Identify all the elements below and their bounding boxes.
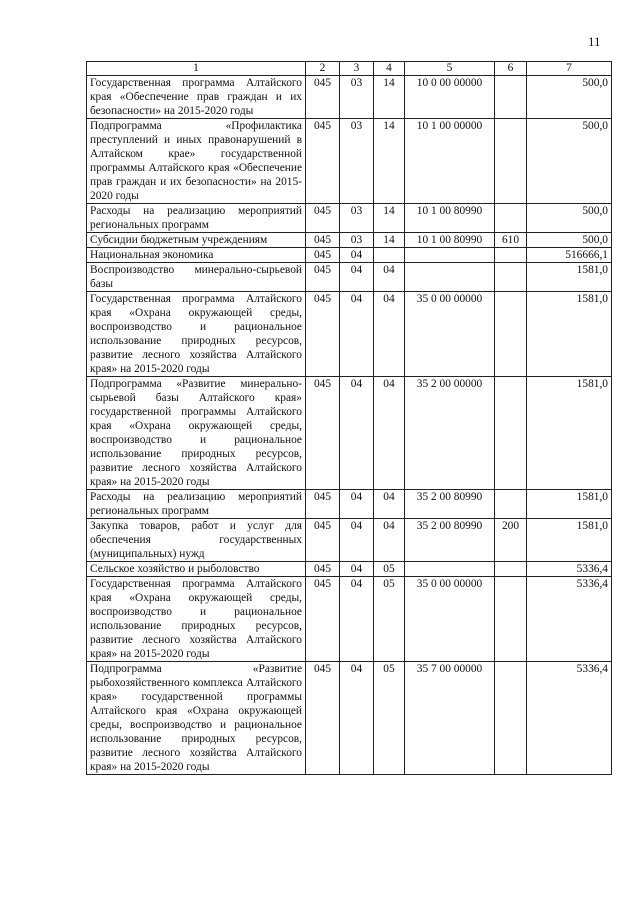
section-code: 04 [340, 490, 374, 519]
row-name: Расходы на реализацию мероприятий региональных программ [87, 490, 306, 519]
amount: 5336,4 [527, 662, 612, 775]
column-header: 6 [495, 62, 527, 76]
table-row [87, 519, 612, 562]
row-name: Подпрограмма «Профилактика преступлений и иных правонарушений в Алтайском крае» государственной программы Алтайского края «Обеспечение прав граждан и их безопасности» на 2015-2020 годы [87, 119, 306, 204]
subsection-code: 05 [374, 577, 405, 662]
amount: 516666,1 [527, 248, 612, 263]
subsection-code: 05 [374, 562, 405, 577]
column-header: 7 [527, 62, 612, 76]
column-header: 1 [87, 62, 306, 76]
table-row [87, 119, 612, 204]
ministry-code: 045 [306, 263, 340, 292]
ministry-code: 045 [306, 76, 340, 119]
expense-type-code [495, 377, 527, 490]
subsection-code [374, 248, 405, 263]
ministry-code: 045 [306, 662, 340, 775]
table-row [87, 577, 612, 662]
section-code: 04 [340, 248, 374, 263]
section-code: 04 [340, 377, 374, 490]
section-code: 03 [340, 233, 374, 248]
row-name: Государственная программа Алтайского края «Обеспечение прав граждан и их безопасности» на 2015-2020 годы [87, 76, 306, 119]
row-name: Государственная программа Алтайского края «Охрана окружающей среды, воспроизводство и рациональное использование природных ресурсов, развитие лесного хозяйства Алтайского края» на 2015-2020 годы [87, 577, 306, 662]
expense-type-code [495, 292, 527, 377]
ministry-code: 045 [306, 490, 340, 519]
target-article-code: 10 1 00 00000 [405, 119, 495, 204]
section-code: 03 [340, 119, 374, 204]
row-name: Государственная программа Алтайского края «Охрана окружающей среды, воспроизводство и рациональное использование природных ресурсов, развитие лесного хозяйства Алтайского края» на 2015-2020 годы [87, 292, 306, 377]
amount: 1581,0 [527, 377, 612, 490]
expense-type-code [495, 263, 527, 292]
amount: 5336,4 [527, 577, 612, 662]
table-row [87, 377, 612, 490]
expense-type-code [495, 577, 527, 662]
row-name: Сельское хозяйство и рыболовство [87, 562, 306, 577]
subsection-code: 05 [374, 662, 405, 775]
target-article-code: 35 7 00 00000 [405, 662, 495, 775]
column-header: 3 [340, 62, 374, 76]
amount: 1581,0 [527, 490, 612, 519]
target-article-code: 35 2 00 00000 [405, 377, 495, 490]
subsection-code: 04 [374, 490, 405, 519]
expense-type-code [495, 204, 527, 233]
section-code: 03 [340, 76, 374, 119]
target-article-code [405, 263, 495, 292]
subsection-code: 04 [374, 292, 405, 377]
amount: 5336,4 [527, 562, 612, 577]
section-code: 04 [340, 662, 374, 775]
expense-type-code: 200 [495, 519, 527, 562]
column-header: 4 [374, 62, 405, 76]
target-article-code: 10 0 00 00000 [405, 76, 495, 119]
row-name: Расходы на реализацию мероприятий региональных программ [87, 204, 306, 233]
row-name: Подпрограмма «Развитие минерально-сырьевой базы Алтайского края» государственной программы Алтайского края «Охрана окружающей среды, воспроизводство и рациональное использование природных ресурсов, развитие лесного хозяйства Алтайского края» на 2015-2020 годы [87, 377, 306, 490]
target-article-code: 35 0 00 00000 [405, 577, 495, 662]
amount: 500,0 [527, 204, 612, 233]
subsection-code: 04 [374, 263, 405, 292]
page-number: 11 [588, 34, 601, 49]
expense-type-code: 610 [495, 233, 527, 248]
section-code: 04 [340, 263, 374, 292]
table-row [87, 490, 612, 519]
amount: 500,0 [527, 76, 612, 119]
ministry-code: 045 [306, 562, 340, 577]
section-code: 04 [340, 519, 374, 562]
ministry-code: 045 [306, 292, 340, 377]
expense-type-code [495, 248, 527, 263]
target-article-code: 10 1 00 80990 [405, 204, 495, 233]
row-name: Воспроизводство минерально-сырьевой базы [87, 263, 306, 292]
expense-type-code [495, 562, 527, 577]
expense-type-code [495, 662, 527, 775]
budget-table [86, 61, 612, 775]
subsection-code: 14 [374, 119, 405, 204]
row-name: Субсидии бюджетным учреждениям [87, 233, 306, 248]
target-article-code: 35 0 00 00000 [405, 292, 495, 377]
section-code: 03 [340, 204, 374, 233]
ministry-code: 045 [306, 577, 340, 662]
subsection-code: 14 [374, 76, 405, 119]
amount: 1581,0 [527, 263, 612, 292]
subsection-code: 14 [374, 233, 405, 248]
table-row [87, 76, 612, 119]
column-header: 5 [405, 62, 495, 76]
subsection-code: 14 [374, 204, 405, 233]
target-article-code: 35 2 00 80990 [405, 519, 495, 562]
ministry-code: 045 [306, 377, 340, 490]
table-row [87, 233, 612, 248]
amount: 500,0 [527, 119, 612, 204]
amount: 500,0 [527, 233, 612, 248]
target-article-code: 10 1 00 80990 [405, 233, 495, 248]
table-body [87, 76, 612, 775]
target-article-code [405, 248, 495, 263]
ministry-code: 045 [306, 519, 340, 562]
expense-type-code [495, 119, 527, 204]
target-article-code: 35 2 00 80990 [405, 490, 495, 519]
amount: 1581,0 [527, 292, 612, 377]
ministry-code: 045 [306, 248, 340, 263]
ministry-code: 045 [306, 204, 340, 233]
column-header: 2 [306, 62, 340, 76]
table-row [87, 562, 612, 577]
section-code: 04 [340, 562, 374, 577]
section-code: 04 [340, 577, 374, 662]
ministry-code: 045 [306, 233, 340, 248]
table-row [87, 204, 612, 233]
subsection-code: 04 [374, 519, 405, 562]
table-row [87, 248, 612, 263]
table-row [87, 263, 612, 292]
table-row [87, 662, 612, 775]
header-row [87, 62, 612, 76]
ministry-code: 045 [306, 119, 340, 204]
expense-type-code [495, 490, 527, 519]
table-row [87, 292, 612, 377]
subsection-code: 04 [374, 377, 405, 490]
section-code: 04 [340, 292, 374, 377]
expense-type-code [495, 76, 527, 119]
row-name: Подпрограмма «Развитие рыбохозяйственного комплекса Алтайского края» государственной программы Алтайского края «Охрана окружающей среды, воспроизводство и рациональное использование природных ресурсов, развитие лесного хозяйства Алтайского края» на 2015-2020 годы [87, 662, 306, 775]
amount: 1581,0 [527, 519, 612, 562]
row-name: Национальная экономика [87, 248, 306, 263]
target-article-code [405, 562, 495, 577]
row-name: Закупка товаров, работ и услуг для обеспечения государственных (муниципальных) нужд [87, 519, 306, 562]
